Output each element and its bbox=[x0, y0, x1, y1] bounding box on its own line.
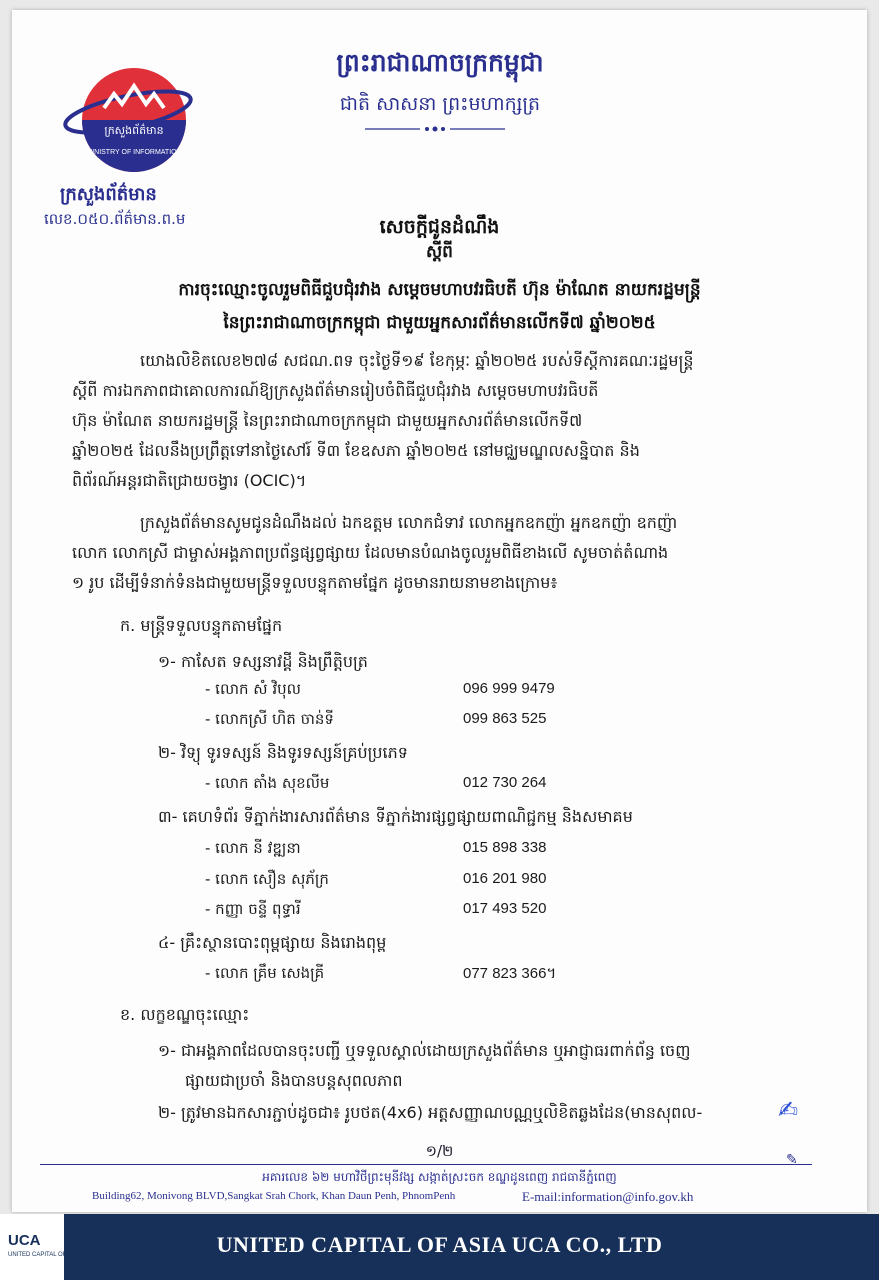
condition-line: ផ្សាយជាប្រចាំ និងបានបន្តសុពលភាព bbox=[185, 1071, 403, 1090]
footer-divider bbox=[40, 1164, 812, 1165]
contact-phone: 096 999 9479 bbox=[463, 680, 555, 697]
notice-title: សេចក្តីជូនដំណឹង bbox=[379, 216, 500, 238]
reference-number: លេខ.០៥០.ព័ត៌មាន.ព.ម bbox=[44, 210, 186, 228]
uca-logo-text: UCA bbox=[8, 1232, 41, 1249]
paragraph-line: យោងលិខិតលេខ២៧៨ សជណ.ពទ ចុះថ្ងៃទី១៩ ខែកុម្ភៈ ឆ្នាំ២០២៥ របស់ទីស្តីការគណៈរដ្ឋមន្ត្រី bbox=[140, 351, 694, 370]
paragraph-line: លោក លោកស្រី ជាម្ចាស់អង្គភាពប្រព័ន្ធផ្សព្វផ្សាយ ដែលមានបំណងចូលរួមពិធីខាងលើ សូមចាត់តំណាង bbox=[72, 543, 669, 562]
paragraph-line: ហ៊ុន ម៉ាណែត នាយករដ្ឋមន្ត្រី នៃព្រះរាជាណាចក្រកម្ពុជា ជាមួយអ្នកសារព័ត៌មានលើកទី៧ bbox=[72, 411, 583, 430]
notice-subject-line: នៃព្រះរាជាណាចក្រកម្ពុជា ជាមួយអ្នកសារព័ត៌មានលើកទី៧ ឆ្នាំ២០២៥ bbox=[223, 313, 656, 333]
paragraph-line: ស្តីពី ការឯកភាពជាគោលការណ៍ឱ្យក្រសួងព័ត៌មានរៀបចំពិធីជួបជុំរវាង សម្តេចមហាបវរធិបតី bbox=[72, 381, 599, 400]
footer-email: E-mail:information@info.gov.kh bbox=[522, 1189, 694, 1204]
footer-address-khmer: អគារលេខ ៦២ មហាវិថីព្រះមុនីវង្ស សង្កាត់ស្រះចក ខណ្ឌដូនពេញ រាជធានីភ្នំពេញ bbox=[262, 1170, 617, 1184]
paragraph-line: ឆ្នាំ២០២៥ ដែលនឹងប្រព្រឹត្តទៅនាថ្ងៃសៅរ៍ ទី៣ ខែឧសភា ឆ្នាំ២០២៥ នៅមជ្ឈមណ្ឌលសន្និបាត និង bbox=[72, 441, 640, 460]
contact-name: - លោក គ្រឹម សេងគ្រី bbox=[205, 964, 325, 982]
contact-phone: 099 863 525 bbox=[463, 710, 547, 727]
condition-line: ១- ជាអង្គភាពដែលបានចុះបញ្ជី ឬទទួលស្គាល់ដោយក្រសួងព័ត៌មាន ឬអាជ្ញាធរពាក់ព័ន្ធ ចេញ bbox=[158, 1041, 691, 1060]
condition-line: ២- ត្រូវមានឯកសារភ្ជាប់ដូចជា៖ រូបថត(4x6) អត្តសញ្ញាណបណ្ណឬលិខិតឆ្លងដែន(មានសុពល- bbox=[158, 1103, 703, 1122]
paragraph-line: ពិព័រណ៍អន្តរជាតិជ្រោយចង្វារ (OCIC)។ bbox=[72, 471, 307, 490]
section-heading: ខ. លក្ខខណ្ឌចុះឈ្មោះ bbox=[120, 1005, 250, 1024]
group-label: ៣- គេហទំព័រ ទីភ្នាក់ងារសារព័ត៌មាន ទីភ្នាក់ងារផ្សព្វផ្សាយពាណិជ្ជកម្ម និងសមាគម bbox=[158, 807, 633, 826]
contact-name: - លោក សំ វិបុល bbox=[205, 680, 301, 698]
notice-subject-line: ការចុះឈ្មោះចូលរួមពិធីជួបជុំរវាង សម្តេចមហាបវរធិបតី ហ៊ុន ម៉ាណែត នាយករដ្ឋមន្ត្រី bbox=[178, 280, 701, 300]
contact-phone: 015 898 338 bbox=[463, 839, 547, 856]
notice-subject-label: ស្តីពី bbox=[426, 242, 453, 262]
contact-phone: 017 493 520 bbox=[463, 900, 547, 917]
footer-address-english: Building62, Monivong BLVD,Sangkat Srah Chork, Khan Daun Penh, PhnomPenh bbox=[92, 1190, 456, 1202]
contact-phone: 077 823 366។ bbox=[463, 965, 557, 982]
contact-name: - លោកស្រី ហិត ចាន់ទី bbox=[205, 710, 334, 728]
kingdom-title: ព្រះរាជាណាចក្រកម្ពុជា bbox=[336, 48, 544, 77]
national-motto: ជាតិ សាសនា ព្រះមហាក្សត្រ bbox=[339, 93, 541, 115]
contact-name: - លោក នី វឌ្ឍនា bbox=[205, 839, 301, 857]
contact-phone: 016 201 980 bbox=[463, 870, 547, 887]
company-name: UNITED CAPITAL OF ASIA UCA CO., LTD bbox=[216, 1232, 663, 1257]
initial-mark-icon: ✎ bbox=[786, 1152, 798, 1168]
logo-caption: ក្រសួងព័ត៌មាន bbox=[104, 124, 164, 137]
ornament-divider-icon bbox=[365, 126, 505, 132]
group-label: ២- វិទ្យុ ទូរទស្សន៍ និងទូរទស្សន៍គ្រប់ប្រភេទ bbox=[158, 743, 408, 762]
paragraph-line: ១ រូប ដើម្បីទំនាក់ទំនងជាមួយមន្ត្រីទទួលបន្ទុកតាមផ្នែក ដូចមានរាយនាមខាងក្រោម៖ bbox=[72, 573, 558, 592]
initial-signature-icon: ✍ bbox=[778, 1096, 799, 1124]
contact-name: - កញ្ញា ចន្ទី ពុទ្ធារី bbox=[205, 900, 301, 918]
group-label: ១- កាសែត ទស្សនាវដ្តី និងព្រឹត្តិបត្រ bbox=[158, 652, 368, 671]
ministry-name: ក្រសួងព័ត៌មាន bbox=[60, 184, 157, 205]
paragraph-line: ក្រសួងព័ត៌មានសូមជូនដំណឹងដល់ ឯកឧត្តម លោកជំទាវ លោកអ្នកឧកញ៉ា អ្នកឧកញ៉ា ឧកញ៉ា bbox=[140, 513, 678, 532]
section-heading: ក. មន្ត្រីទទួលបន្ទុកតាមផ្នែក bbox=[120, 616, 283, 635]
contact-name: - លោក តាំង សុខលីម bbox=[205, 774, 330, 792]
page-number: ១/២ bbox=[425, 1142, 454, 1160]
contact-name: - លោក សឿន សុភ័ក្រ bbox=[205, 870, 329, 888]
logo-ring-text: MINISTRY OF INFORMATION bbox=[86, 149, 182, 156]
group-label: ៤- គ្រឹះស្ថានបោះពុម្ពផ្សាយ និងរោងពុម្ព bbox=[158, 933, 387, 952]
contact-phone: 012 730 264 bbox=[463, 774, 547, 791]
uca-logo-subtext: UNITED CAPITAL OF ASIA bbox=[8, 1252, 82, 1258]
